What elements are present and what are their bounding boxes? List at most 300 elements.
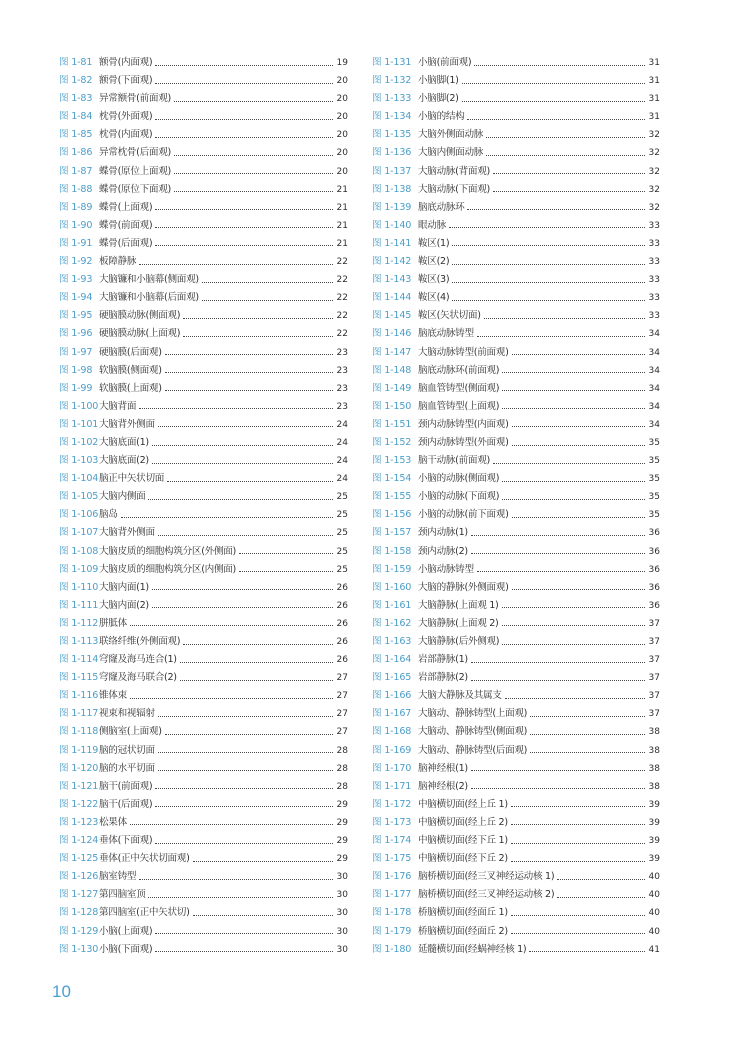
page-ref: 36 <box>648 582 660 593</box>
page-ref: 33 <box>648 293 660 304</box>
page-ref: 37 <box>648 655 660 666</box>
figure-number: 图 1-171 <box>372 780 412 792</box>
figure-title: 鞍区(3) <box>418 274 450 286</box>
page-ref: 33 <box>648 220 660 231</box>
figure-title: 大脑的静脉(外侧面观) <box>418 581 509 593</box>
dot-leader <box>148 897 333 898</box>
toc-entry <box>372 126 660 144</box>
figure-title: 蝶骨(上面观) <box>99 201 153 213</box>
figure-number: 图 1-139 <box>372 201 412 213</box>
page-ref: 36 <box>648 546 660 557</box>
toc-column-right <box>372 54 660 959</box>
figure-title: 大脑内侧面动脉 <box>418 147 484 159</box>
dot-leader <box>155 843 333 844</box>
dot-leader <box>148 499 333 500</box>
figure-number: 图 1-175 <box>372 853 412 865</box>
figure-number: 图 1-180 <box>372 943 412 955</box>
figure-number: 图 1-104 <box>59 473 99 485</box>
dot-leader <box>502 408 645 409</box>
page-ref: 22 <box>336 275 348 286</box>
figure-number: 图 1-160 <box>372 581 412 593</box>
page-ref: 22 <box>336 257 348 268</box>
figure-title: 软脑膜(侧面观) <box>99 364 162 376</box>
page-ref: 33 <box>648 238 660 249</box>
dot-leader <box>511 915 645 916</box>
page-ref: 33 <box>648 257 660 268</box>
figure-title: 胼胝体 <box>99 617 127 629</box>
figure-title: 大脑动、静脉铸型(上面观) <box>418 708 528 720</box>
dot-leader <box>505 698 645 699</box>
dot-leader <box>239 571 333 572</box>
toc-entry <box>372 325 660 343</box>
figure-number: 图 1-84 <box>59 111 93 123</box>
page-ref: 39 <box>648 854 660 865</box>
figure-number: 图 1-119 <box>59 744 99 756</box>
page-ref: 22 <box>336 311 348 322</box>
dot-leader <box>467 209 645 210</box>
figure-number: 图 1-106 <box>59 509 99 521</box>
dot-leader <box>493 173 645 174</box>
toc-entry <box>59 217 348 235</box>
figure-title: 大脑动、静脉铸型(后面观) <box>418 744 528 756</box>
page-ref: 29 <box>336 836 348 847</box>
toc-entry <box>372 778 660 796</box>
figure-title: 蝶骨(前面观) <box>99 219 153 231</box>
dot-leader <box>511 806 645 807</box>
dot-leader <box>530 734 645 735</box>
toc-entry <box>372 307 660 325</box>
toc-entry <box>59 54 348 72</box>
toc-entry <box>372 199 660 217</box>
toc-entry <box>372 579 660 597</box>
figure-title: 大脑内面(1) <box>99 581 149 593</box>
figure-number: 图 1-154 <box>372 473 412 485</box>
figure-title: 松果体 <box>99 816 127 828</box>
dot-leader <box>502 625 646 626</box>
toc-entry <box>372 488 660 506</box>
toc-entry <box>372 72 660 90</box>
figure-title: 大脑静脉(后外侧观) <box>418 636 500 647</box>
toc-entry <box>59 633 348 651</box>
figure-title: 第四脑室顶 <box>99 889 146 901</box>
page-ref: 36 <box>648 564 660 575</box>
figure-number: 图 1-126 <box>59 871 99 883</box>
dot-leader <box>486 155 645 156</box>
dot-leader <box>139 879 333 880</box>
toc-entry <box>372 144 660 162</box>
figure-number: 图 1-133 <box>372 93 412 105</box>
dot-leader <box>155 83 333 84</box>
page-ref: 40 <box>648 926 660 937</box>
toc-entry <box>59 778 348 796</box>
page-ref: 33 <box>648 311 660 322</box>
figure-title: 小脑脚(1) <box>418 75 459 87</box>
dot-leader <box>452 264 645 265</box>
dot-leader <box>502 607 646 608</box>
toc-entry <box>372 524 660 542</box>
page-ref: 37 <box>648 709 660 720</box>
page-ref: 35 <box>648 510 660 521</box>
figure-number: 图 1-86 <box>59 147 93 159</box>
figure-number: 图 1-85 <box>59 129 93 141</box>
toc-entry <box>372 470 660 488</box>
page-ref: 40 <box>648 872 660 883</box>
figure-title: 脑底动脉铸型 <box>418 328 474 340</box>
figure-title: 硬脑膜(后面观) <box>99 346 162 358</box>
figure-number: 图 1-151 <box>372 418 412 430</box>
page-ref: 25 <box>336 510 348 521</box>
figure-title: 脑的水平切面 <box>99 762 155 774</box>
toc-entry <box>59 488 348 506</box>
figure-number: 图 1-115 <box>59 672 99 684</box>
toc-entry <box>59 814 348 832</box>
toc-entry <box>59 669 348 687</box>
figure-title: 垂体(下面观) <box>99 835 153 847</box>
figure-number: 图 1-166 <box>372 690 412 702</box>
toc-entry <box>372 886 660 904</box>
toc-entry <box>372 434 660 452</box>
figure-number: 图 1-149 <box>372 382 412 394</box>
figure-title: 脑血管铸型(上面观) <box>418 400 500 412</box>
toc-entry <box>372 380 660 398</box>
toc-entry <box>59 90 348 108</box>
figure-number: 图 1-135 <box>372 129 412 141</box>
figure-number: 图 1-114 <box>59 654 99 666</box>
page-ref: 21 <box>336 220 348 231</box>
page-ref: 37 <box>648 691 660 702</box>
figure-number: 图 1-122 <box>59 798 99 810</box>
dot-leader <box>155 65 333 66</box>
toc-entry <box>372 796 660 814</box>
figure-number: 图 1-174 <box>372 835 412 847</box>
figure-number: 图 1-118 <box>59 726 99 738</box>
figure-title: 小脑的结构 <box>418 111 465 123</box>
dot-leader <box>512 589 645 590</box>
figure-number: 图 1-110 <box>59 581 99 593</box>
page-ref: 34 <box>648 365 660 376</box>
dot-leader <box>152 589 333 590</box>
toc-entry <box>372 398 660 416</box>
figure-number: 图 1-137 <box>372 165 412 177</box>
figure-number: 图 1-153 <box>372 455 412 467</box>
dot-leader <box>512 426 645 427</box>
dot-leader <box>183 644 333 645</box>
figure-number: 图 1-111 <box>59 599 99 611</box>
figure-title: 大脑动脉(背面观) <box>418 165 490 177</box>
figure-title: 小脑脚(2) <box>418 93 459 105</box>
page-ref: 39 <box>648 817 660 828</box>
figure-title: 额骨(内面观) <box>99 57 153 68</box>
figure-title: 第四脑室(正中矢状切) <box>99 907 190 919</box>
toc-entry <box>59 850 348 868</box>
figure-number: 图 1-147 <box>372 346 412 358</box>
page-ref: 27 <box>336 673 348 684</box>
page-ref: 32 <box>648 202 660 213</box>
figure-number: 图 1-113 <box>59 636 99 647</box>
toc-entry <box>372 217 660 235</box>
figure-title: 脑神经根(2) <box>418 780 468 792</box>
page-ref: 34 <box>648 401 660 412</box>
toc-entry <box>372 181 660 199</box>
dot-leader <box>452 245 645 246</box>
figure-title: 额骨(下面观) <box>99 75 153 87</box>
page-ref: 21 <box>336 202 348 213</box>
toc-entry <box>59 144 348 162</box>
page-ref: 41 <box>648 944 660 955</box>
dot-leader <box>165 390 333 391</box>
toc-entry <box>372 633 660 651</box>
page-ref: 37 <box>648 637 660 647</box>
figure-number: 图 1-165 <box>372 672 412 684</box>
figure-title: 垂体(正中矢状切面观) <box>99 853 190 865</box>
figure-title: 脑岛 <box>99 509 118 521</box>
dot-leader <box>477 571 645 572</box>
page-ref: 31 <box>648 76 660 87</box>
page-ref: 24 <box>336 474 348 485</box>
figure-title: 锥体束 <box>99 690 127 702</box>
dot-leader <box>502 390 645 391</box>
dot-leader <box>183 336 333 337</box>
dot-leader <box>174 173 333 174</box>
dot-leader <box>239 553 333 554</box>
page-ref: 34 <box>648 329 660 340</box>
page-ref: 29 <box>336 817 348 828</box>
toc-entry <box>372 271 660 289</box>
dot-leader <box>180 662 333 663</box>
figure-title: 蝶骨(后面观) <box>99 237 153 249</box>
page-ref: 19 <box>336 58 348 68</box>
figure-number: 图 1-170 <box>372 762 412 774</box>
figure-title: 鞍区(1) <box>418 237 450 249</box>
dot-leader <box>471 662 645 663</box>
figure-number: 图 1-90 <box>59 219 93 231</box>
dot-leader <box>512 517 645 518</box>
figure-number: 图 1-82 <box>59 75 93 87</box>
page-ref: 27 <box>336 691 348 702</box>
toc-entry <box>59 705 348 723</box>
dot-leader <box>477 336 645 337</box>
figure-number: 图 1-156 <box>372 509 412 521</box>
toc-entry <box>372 597 660 615</box>
figure-title: 异常枕骨(后面观) <box>99 147 171 159</box>
dot-leader <box>529 951 645 952</box>
toc-entry <box>59 579 348 597</box>
page-ref: 35 <box>648 474 660 485</box>
figure-title: 脑的冠状切面 <box>99 744 155 756</box>
toc-entry <box>59 904 348 922</box>
page-ref: 31 <box>648 58 660 68</box>
figure-title: 大脑动、静脉铸型(侧面观) <box>418 726 528 738</box>
toc-entry <box>59 163 348 181</box>
toc-entry <box>59 886 348 904</box>
figure-number: 图 1-163 <box>372 636 412 647</box>
toc-entry <box>372 163 660 181</box>
figure-title: 鞍区(2) <box>418 256 450 268</box>
toc-entry <box>372 868 660 886</box>
dot-leader <box>155 933 333 934</box>
toc-entry <box>59 760 348 778</box>
page-ref: 27 <box>336 727 348 738</box>
page-ref: 33 <box>648 275 660 286</box>
figure-number: 图 1-143 <box>372 274 412 286</box>
page-ref: 32 <box>648 130 660 141</box>
dot-leader <box>174 191 333 192</box>
figure-title: 脑神经根(1) <box>418 762 468 774</box>
figure-title: 脑底动脉环 <box>418 201 465 213</box>
page-ref: 37 <box>648 673 660 684</box>
page-ref: 38 <box>648 727 660 738</box>
dot-leader <box>130 824 333 825</box>
page-ref: 30 <box>336 908 348 919</box>
page-ref: 29 <box>336 854 348 865</box>
page-ref: 21 <box>336 184 348 195</box>
toc-entry <box>372 90 660 108</box>
figure-title: 大脑静脉(上面观 1) <box>418 599 499 611</box>
page-ref: 24 <box>336 437 348 448</box>
dot-leader <box>202 282 333 283</box>
figure-number: 图 1-161 <box>372 599 412 611</box>
dot-leader <box>511 861 645 862</box>
page-ref: 34 <box>648 383 660 394</box>
figure-title: 穹窿及海马联合(2) <box>99 672 177 684</box>
figure-title: 颈内动脉(2) <box>418 545 468 557</box>
figure-number: 图 1-97 <box>59 346 93 358</box>
toc-entry <box>372 506 660 524</box>
dot-leader <box>493 191 645 192</box>
figure-title: 中脑横切面(经上丘 2) <box>418 816 508 828</box>
toc-entry <box>59 181 348 199</box>
toc-entry <box>59 651 348 669</box>
figure-title: 脑血管铸型(侧面观) <box>418 382 500 394</box>
figure-number: 图 1-107 <box>59 527 99 539</box>
toc-entry <box>372 904 660 922</box>
page-ref: 21 <box>336 238 348 249</box>
page-ref: 23 <box>336 383 348 394</box>
figure-title: 大脑静脉(上面观 2) <box>418 617 499 629</box>
toc-entry <box>59 561 348 579</box>
toc-entry <box>59 307 348 325</box>
toc-entry <box>372 344 660 362</box>
figure-number: 图 1-83 <box>59 93 93 105</box>
figure-title: 脑干(前面观) <box>99 780 153 792</box>
toc-entry <box>59 742 348 760</box>
dot-leader <box>121 517 333 518</box>
dot-leader <box>165 354 333 355</box>
toc-entry <box>372 235 660 253</box>
figure-number: 图 1-152 <box>372 436 412 448</box>
dot-leader <box>511 843 645 844</box>
toc-entry <box>372 289 660 307</box>
page-ref: 25 <box>336 546 348 557</box>
page-ref: 27 <box>336 709 348 720</box>
page-ref: 20 <box>336 166 348 177</box>
figure-number: 图 1-155 <box>372 491 412 503</box>
dot-leader <box>484 318 645 319</box>
page-ref: 30 <box>336 944 348 955</box>
figure-number: 图 1-125 <box>59 853 99 865</box>
figure-title: 大脑镰和小脑幕(侧面观) <box>99 274 199 286</box>
figure-title: 大脑大静脉及其属支 <box>418 690 502 702</box>
figure-title: 枕骨(内面观) <box>99 129 153 141</box>
figure-title: 眼动脉 <box>418 219 446 231</box>
dot-leader <box>158 716 333 717</box>
toc-entry <box>59 362 348 380</box>
page-ref: 30 <box>336 890 348 901</box>
figure-title: 脑室铸型 <box>99 871 137 883</box>
figure-title: 大脑底面(2) <box>99 455 149 467</box>
figure-title: 大脑背外侧面 <box>99 418 155 430</box>
page-ref: 36 <box>648 528 660 539</box>
toc-entry <box>59 434 348 452</box>
toc-entry <box>372 452 660 470</box>
figure-number: 图 1-173 <box>372 816 412 828</box>
toc-entry <box>59 868 348 886</box>
figure-number: 图 1-96 <box>59 328 93 340</box>
page-ref: 22 <box>336 329 348 340</box>
toc-entry <box>372 543 660 561</box>
figure-title: 硬脑膜动脉(侧面观) <box>99 310 181 322</box>
dot-leader <box>512 354 645 355</box>
figure-title: 中脑横切面(经上丘 1) <box>418 798 508 810</box>
dot-leader <box>474 65 645 66</box>
page-ref: 20 <box>336 76 348 87</box>
toc-column-left <box>59 54 348 959</box>
figure-title: 大脑内面(2) <box>99 599 149 611</box>
page-ref: 26 <box>336 600 348 611</box>
dot-leader <box>530 752 645 753</box>
toc-entry <box>59 470 348 488</box>
figure-number: 图 1-99 <box>59 382 93 394</box>
figure-number: 图 1-127 <box>59 889 99 901</box>
toc-entry <box>59 597 348 615</box>
toc-entry <box>372 814 660 832</box>
figure-title: 脑底动脉环(前面观) <box>418 364 500 376</box>
figure-number: 图 1-121 <box>59 780 99 792</box>
dot-leader <box>467 119 645 120</box>
page-ref: 39 <box>648 799 660 810</box>
toc-entry <box>59 271 348 289</box>
toc-entry <box>372 742 660 760</box>
figure-title: 小脑(前面观) <box>418 57 472 68</box>
toc-entry <box>59 452 348 470</box>
figure-number: 图 1-134 <box>372 111 412 123</box>
page-ref: 20 <box>336 130 348 141</box>
dot-leader <box>193 861 333 862</box>
dot-leader <box>502 372 645 373</box>
figure-title: 小脑(下面观) <box>99 943 153 955</box>
page-ref: 34 <box>648 347 660 358</box>
page-ref: 26 <box>336 637 348 647</box>
figure-number: 图 1-92 <box>59 256 93 268</box>
figure-number: 图 1-178 <box>372 907 412 919</box>
dot-leader <box>152 445 333 446</box>
dot-leader <box>557 897 645 898</box>
dot-leader <box>511 933 645 934</box>
dot-leader <box>493 463 645 464</box>
page-ref: 20 <box>336 148 348 159</box>
figure-title: 联络纤维(外侧面观) <box>99 636 181 647</box>
toc-entry <box>372 651 660 669</box>
page-ref: 28 <box>336 745 348 756</box>
toc-entry <box>372 416 660 434</box>
page-ref: 36 <box>648 600 660 611</box>
figure-number: 图 1-176 <box>372 871 412 883</box>
toc-entry <box>59 344 348 362</box>
toc-entry <box>59 524 348 542</box>
toc-entry <box>59 796 348 814</box>
dot-leader <box>471 553 645 554</box>
figure-number: 图 1-158 <box>372 545 412 557</box>
